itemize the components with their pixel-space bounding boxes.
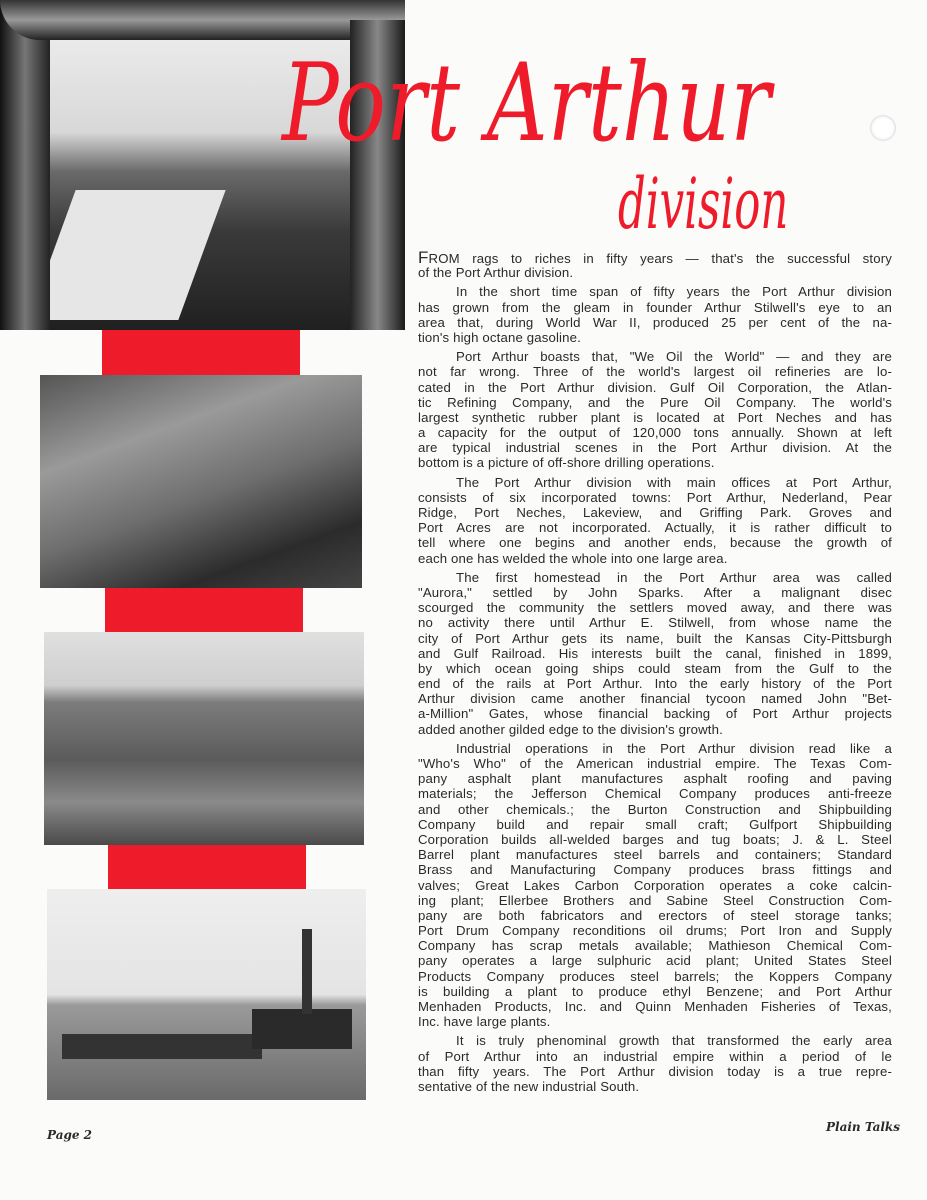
text-line bbox=[418, 505, 892, 520]
red-divider-bar bbox=[102, 330, 300, 375]
text-line bbox=[418, 1079, 892, 1094]
line-text: tell where one begins and another ends, because the growth of bbox=[418, 535, 892, 551]
binder-hole bbox=[870, 115, 896, 141]
line-text: Barrel plant manufactures steel barrels and containers; Standard bbox=[418, 847, 892, 863]
text-line bbox=[418, 490, 892, 505]
offshore-drilling-photo bbox=[47, 889, 366, 1100]
text-line bbox=[418, 250, 892, 265]
line-text: each one has welded the whole into one large area. bbox=[418, 550, 728, 566]
article-paragraph bbox=[418, 741, 892, 1030]
text-line bbox=[418, 395, 892, 410]
line-text: and Gulf Railroad. His interests built the canal, finished in 1899, bbox=[418, 645, 892, 661]
text-line bbox=[418, 706, 892, 721]
line-text: tic Refining Company, and the Pure Oil Company. The world's bbox=[418, 394, 892, 410]
red-divider-bar bbox=[108, 845, 306, 889]
text-line bbox=[418, 878, 892, 893]
aerial-industrial-photo bbox=[44, 632, 364, 845]
text-line bbox=[418, 349, 892, 364]
line-text: ing plant; Ellerbee Brothers and Sabine Steel Construction Com- bbox=[418, 892, 892, 908]
text-line bbox=[418, 300, 892, 315]
line-text: Menhaden Products, Inc. and Quinn Menhaden Fisheries of Texas, bbox=[418, 999, 892, 1014]
text-line bbox=[418, 786, 892, 801]
line-text: Port Arthur boasts that, "We Oil the World" — and they are bbox=[456, 349, 892, 365]
line-text: scourged the community the settlers moved away, and there was bbox=[418, 600, 892, 616]
text-line bbox=[418, 570, 892, 585]
line-text: Brass and Manufacturing Company produces brass fittings and bbox=[418, 862, 892, 878]
article-paragraph bbox=[418, 475, 892, 566]
line-text: pany are both fabricators and erectors of steel storage tanks; bbox=[418, 907, 892, 923]
text-line bbox=[418, 364, 892, 379]
line-text: pany asphalt plant manufactures asphalt roofing and paving bbox=[418, 771, 892, 787]
text-line bbox=[418, 284, 892, 299]
line-text: bottom is a picture of off-shore drilling operations. bbox=[418, 455, 715, 471]
line-text: is building a plant to produce ethyl Benzene; and Port Arthur bbox=[418, 983, 892, 999]
text-line bbox=[418, 1014, 892, 1029]
text-line bbox=[418, 722, 892, 737]
text-line bbox=[418, 969, 892, 984]
line-text: Company build and repair small craft; Gulfport Shipbuilding bbox=[418, 816, 892, 832]
text-line bbox=[418, 535, 892, 550]
line-text: Ridge, Port Neches, Lakeview, and Griffing Park. Groves and bbox=[418, 505, 892, 520]
line-text: consists of six incorporated towns: Port Arthur, Nederland, Pear bbox=[418, 489, 892, 505]
text-line bbox=[418, 661, 892, 676]
text-line bbox=[418, 999, 892, 1014]
lead-letter: F bbox=[418, 248, 429, 267]
line-text: Products Company produces steel barrels; the Koppers Company bbox=[418, 968, 892, 984]
text-line bbox=[418, 631, 892, 646]
article-paragraph bbox=[418, 284, 892, 345]
text-line bbox=[418, 425, 892, 440]
page-title: Port Arthur bbox=[282, 41, 771, 166]
line-text: pany operates a large sulphuric acid plant; United States Steel bbox=[418, 953, 892, 969]
line-text: end of the rails at Port Arthur. Into the early history of the Port bbox=[418, 676, 892, 692]
text-line bbox=[418, 455, 892, 470]
text-line bbox=[418, 771, 892, 786]
article-paragraph bbox=[418, 570, 892, 737]
article-body bbox=[418, 250, 892, 1094]
text-line bbox=[418, 862, 892, 877]
line-text: are typical industrial scenes in the Port Arthur division. At the bbox=[418, 440, 892, 456]
text-line bbox=[418, 585, 892, 600]
line-text: valves; Great Lakes Carbon Corporation operates a coke calcin- bbox=[418, 877, 892, 893]
text-line bbox=[418, 908, 892, 923]
publication-name: Plain Talks bbox=[826, 1120, 901, 1134]
line-text: and other chemicals.; the Burton Construction and Shipbuilding bbox=[418, 801, 892, 817]
line-text: by which ocean going ships could steam from the Gulf to the bbox=[418, 660, 892, 676]
text-line bbox=[418, 953, 892, 968]
line-text: In the short time span of fifty years the Port Arthur division bbox=[456, 284, 892, 300]
text-line bbox=[418, 676, 892, 691]
text-line bbox=[418, 330, 892, 345]
text-line bbox=[418, 1033, 892, 1048]
text-line bbox=[418, 802, 892, 817]
line-text: added another gilded edge to the division's growth. bbox=[418, 721, 723, 737]
page-number: Page 2 bbox=[47, 1128, 93, 1142]
line-text: Industrial operations in the Port Arthur division read like a bbox=[456, 740, 892, 756]
text-line bbox=[418, 756, 892, 771]
line-text: materials; the Jefferson Chemical Company produces anti-freeze bbox=[418, 786, 892, 802]
text-line bbox=[418, 832, 892, 847]
text-line bbox=[418, 893, 892, 908]
line-text: It is truly phenominal growth that transformed the early area bbox=[456, 1033, 892, 1049]
line-text: sentative of the new industrial South. bbox=[418, 1078, 640, 1094]
text-line bbox=[418, 410, 892, 425]
red-divider-bar bbox=[105, 588, 303, 632]
text-line bbox=[418, 646, 892, 661]
text-line bbox=[418, 741, 892, 756]
line-text: largest synthetic rubber plant is located at Port Neches and has bbox=[418, 409, 892, 425]
line-text: Company has scrap metals available; Mathieson Chemical Com- bbox=[418, 938, 892, 954]
text-line bbox=[418, 691, 892, 706]
aerial-canal-photo bbox=[40, 375, 362, 588]
text-line bbox=[418, 440, 892, 455]
article-paragraph bbox=[418, 250, 892, 280]
text-line bbox=[418, 817, 892, 832]
line-text: Port Acres are not incorporated. Actually, it is rather difficult to bbox=[418, 520, 892, 536]
line-text: ROM rags to riches in fifty years — that's the successful story bbox=[428, 251, 892, 266]
text-line bbox=[418, 847, 892, 862]
text-line bbox=[418, 1049, 892, 1064]
line-text: "Aurora," settled by John Sparks. After a malignant disec bbox=[418, 584, 892, 600]
article-paragraph bbox=[418, 349, 892, 471]
line-text: tion's high octane gasoline. bbox=[418, 329, 581, 345]
text-line bbox=[418, 520, 892, 535]
text-line bbox=[418, 923, 892, 938]
line-text: The first homestead in the Port Arthur area was called bbox=[456, 569, 892, 585]
line-text: of Port Arthur into an industrial empire within a period of le bbox=[418, 1048, 892, 1064]
line-text: no activity there until Arthur E. Stilwell, from whose name the bbox=[418, 615, 892, 631]
line-text: has grown from the gleam in founder Arthur Stilwell's eye to an bbox=[418, 299, 892, 315]
line-text: Corporation builds all-welded barges and tug boats; J. & L. Steel bbox=[418, 831, 892, 847]
text-line bbox=[418, 265, 892, 280]
text-line bbox=[418, 315, 892, 330]
line-text: than fifty years. The Port Arthur division today is a true repre- bbox=[418, 1063, 892, 1079]
text-line bbox=[418, 600, 892, 615]
line-text: city of Port Arthur gets its name, built the Kansas City-Pittsburgh bbox=[418, 630, 892, 646]
text-line bbox=[418, 475, 892, 490]
line-text: Arthur division came another financial tycoon named John "Bet- bbox=[418, 691, 892, 707]
line-text: a-Million" Gates, whose financial backing of Port Arthur projects bbox=[418, 706, 892, 722]
line-text: "Who's Who" of the American industrial empire. The Texas Com- bbox=[418, 756, 892, 771]
line-text: area that, during World War II, produced 25 per cent of the na- bbox=[418, 314, 892, 330]
text-line bbox=[418, 938, 892, 953]
text-line bbox=[418, 1064, 892, 1079]
text-line bbox=[418, 984, 892, 999]
text-line bbox=[418, 615, 892, 630]
page-subtitle: division bbox=[618, 163, 789, 245]
line-text: cated in the Port Arthur division. Gulf Oil Corporation, the Atlan- bbox=[418, 379, 892, 395]
line-text: The Port Arthur division with main offices at Port Arthur, bbox=[456, 474, 892, 490]
line-text: Port Drum Company reconditions oil drums; Port Iron and Supply bbox=[418, 923, 892, 939]
line-text: Inc. have large plants. bbox=[418, 1014, 551, 1030]
line-text: of the Port Arthur division. bbox=[418, 265, 574, 281]
line-text: not far wrong. Three of the world's largest oil refineries are lo- bbox=[418, 364, 892, 380]
line-text: a capacity for the output of 120,000 tons annually. Shown at left bbox=[418, 425, 892, 441]
article-paragraph bbox=[418, 1033, 892, 1094]
text-line bbox=[418, 551, 892, 566]
text-line bbox=[418, 380, 892, 395]
